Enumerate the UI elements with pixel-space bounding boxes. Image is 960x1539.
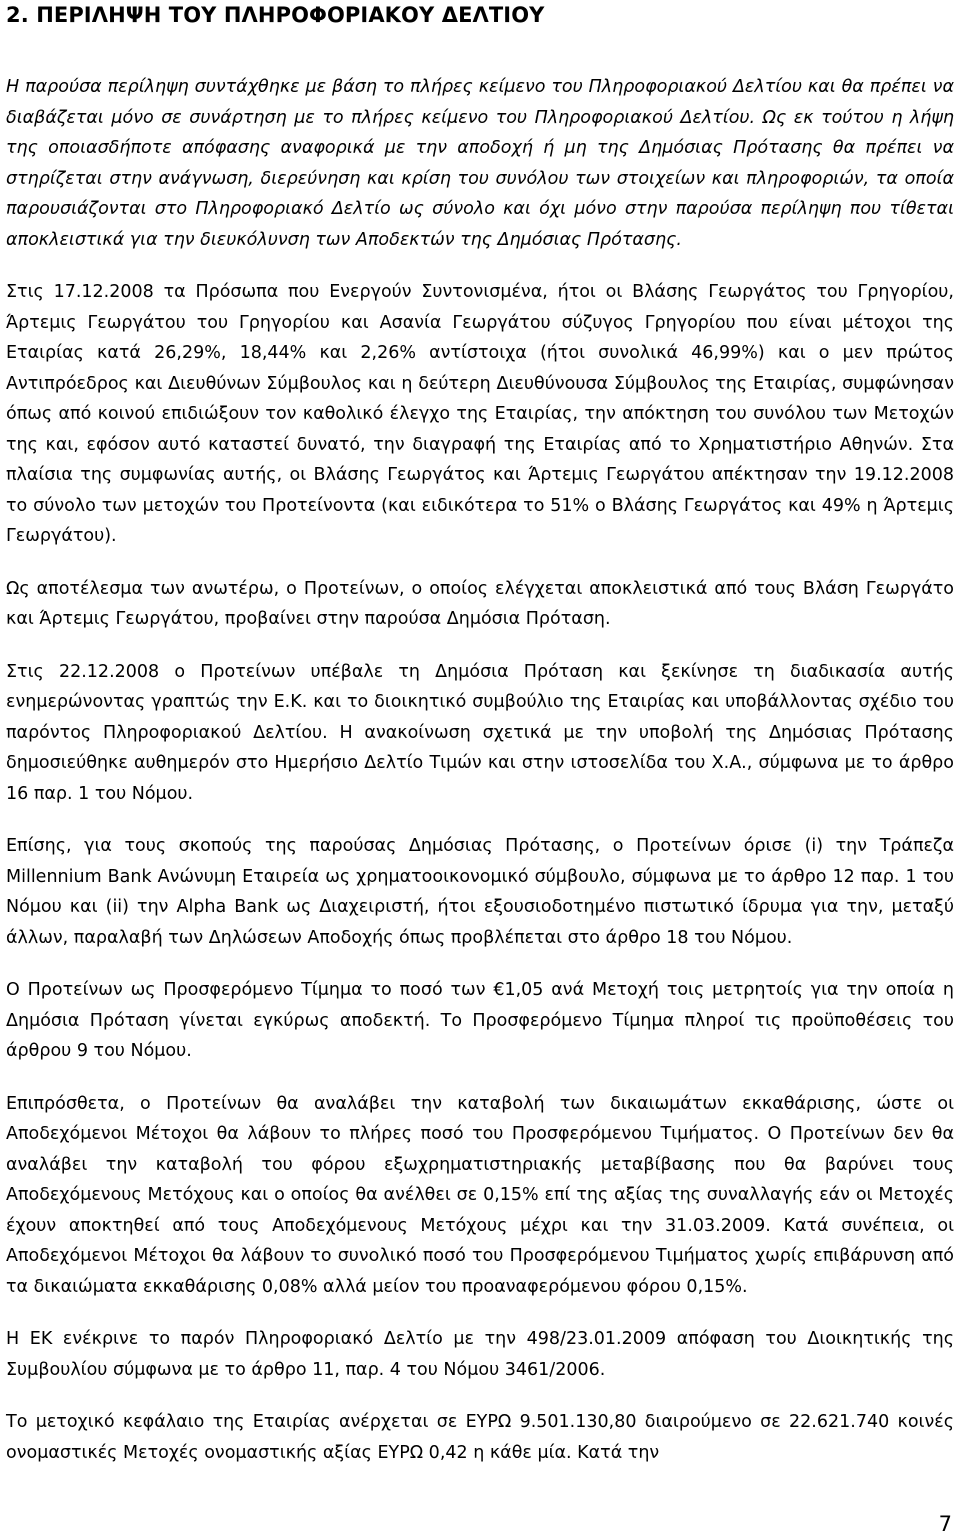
paragraph-submission: Στις 22.12.2008 ο Προτείνων υπέβαλε τη Δημόσια Πρόταση και ξεκίνησε τη διαδικασία αυτής ενημερώνοντας γραπτώς την Ε.Κ. και το διοικητικό συμβούλιο της Εταιρίας και υποβάλλοντας σχέδιο του παρόντος Πληροφοριακού Δελτίου. Η ανακοίνωση σχετικά με την υποβολή της Δημόσιας Πρότασης δημοσιεύθηκε αυθημερόν στο Ημερήσιο Δελτίο Τιμών και στην ιστοσελίδα του Χ.Α., σύμφωνα με το άρθρο 16 παρ. 1 του Νόμου.	[6, 661, 954, 804]
paragraph-offered-price: Ο Προτείνων ως Προσφερόμενο Τίμημα το ποσό των €1,05 ανά Μετοχή τοις μετρητοίς για την οποία η Δημόσια Πρόταση γίνεται εγκύρως αποδεκτή. Το Προσφερόμενο Τίμημα πληροί τις προϋποθέσεις του άρθρου 9 του Νόμου.	[6, 980, 954, 1061]
paragraph-clearing-fees: Επιπρόσθετα, ο Προτείνων θα αναλάβει την καταβολή των δικαιωμάτων εκκαθάρισης, ώστε οι Αποδεχόμενοι Μέτοχοι θα λάβουν το πλήρες ποσό του Προσφερόμενου Τιμήματος. Ο Προτείνων δεν θα αναλάβει την καταβολή του φόρου εξωχρηματιστηριακής μεταβίβασης που θα βαρύνει τους Αποδεχόμενους Μετόχους και ο οποίος θα ανέλθει σε 0,15% επί της αξίας της συναλλαγής εάν οι Μετοχές έχουν αποκτηθεί από τους Αποδεχόμενους Μετόχους μέχρι και την 31.03.2009. Κατά συνέπεια, οι Αποδεχόμενοι Μέτοχοι θα λάβουν το συνολικό ποσό του Προσφερόμενου Τιμήματος χωρίς επιβάρυνση από τα δικαιώματα εκκαθάρισης 0,08% αλλά μείον του προαναφερόμενου φόρου 0,15%.	[6, 1093, 954, 1297]
paragraph-share-capital: Το μετοχικό κεφάλαιο της Εταιρίας ανέρχεται σε ΕΥΡΩ 9.501.130,80 διαιρούμενο σε 22.621.740 κοινές ονομαστικές Μετοχές ονομαστικής αξίας ΕΥΡΩ 0,42 η κάθε μία. Κατά την	[6, 1412, 954, 1463]
paragraph-coordinated-persons: Στις 17.12.2008 τα Πρόσωπα που Ενεργούν Συντονισμένα, ήτοι οι Βλάσης Γεωργάτος του Γρηγορίου, Άρτεμις Γεωργάτου του Γρηγορίου και Ασανία Γεωργάτου σύζυγος Γρηγορίου που είναι μέτοχοι της Εταιρίας κατά 26,29%, 18,44% και 2,26% αντίστοιχα (ήτοι συνολικά 46,99%) και ο μεν πρώτος Αντιπρόεδρος και Διευθύνων Σύμβουλος και η δεύτερη Διευθύνουσα Σύμβουλος της Εταιρίας, συμφώνησαν όπως από κοινού επιδιώξουν τον καθολικό έλεγχο της Εταιρίας, την απόκτηση του συνόλου των Μετοχών της και, εφόσον αυτό καταστεί δυνατό, την διαγραφή της Εταιρίας από το Χρηματιστήριο Αθηνών. Στα πλαίσια της συμφωνίας αυτής, οι Βλάσης Γεωργάτος και Άρτεμις Γεωργάτου απέκτησαν την 19.12.2008 το σύνολο των μετοχών του Προτείνοντα (και ειδικότερα το 51% ο Βλάσης Γεωργάτος και 49% η Άρτεμις Γεωργάτου).	[6, 282, 954, 546]
section-heading: 2. ΠΕΡΙΛΗΨΗ ΤΟΥ ΠΛΗΡΟΦΟΡΙΑΚΟΥ ΔΕΛΤΙΟΥ	[6, 3, 545, 27]
paragraph-advisors: Επίσης, για τους σκοπούς της παρούσας Δημόσιας Πρότασης, ο Προτείνων όρισε (i) την Τράπεζα Millennium Bank Ανώνυμη Εταιρεία ως χρηματοοικονομικό σύμβουλο, σύμφωνα με το άρθρο 12 παρ. 1 του Νόμου και (ii) την Alpha Bank ως Διαχειριστή, ήτοι εξουσιοδοτημένο πιστωτικό ίδρυμα για την, μεταξύ άλλων, παραλαβή των Δηλώσεων Αποδοχής όπως προβλέπεται στο άρθρο 18 του Νόμου.	[6, 836, 954, 948]
paragraph-offeror-result: Ως αποτέλεσμα των ανωτέρω, ο Προτείνων, ο οποίος ελέγχεται αποκλειστικά από τους Βλάση Γεωργάτο και Άρτεμις Γεωργάτου, προβαίνει στην παρούσα Δημόσια Πρόταση.	[6, 578, 954, 629]
paragraph-approval: Η ΕΚ ενέκρινε το παρόν Πληροφοριακό Δελτίο με την 498/23.01.2009 απόφαση του Διοικητικής της Συμβουλίου σύμφωνα με το άρθρο 11, παρ. 4 του Νόμου 3461/2006.	[6, 1329, 954, 1380]
page-number: 7	[938, 1512, 952, 1536]
summary-paragraph: Η παρούσα περίληψη συντάχθηκε με βάση το πλήρες κείμενο του Πληροφοριακού Δελτίου και θα πρέπει να διαβάζεται μόνο σε συνάρτηση με το πλήρες κείμενο του Πληροφοριακού Δελτίου. Ως εκ τούτου η λήψη της οποιασδήποτε απόφασης αναφορικά με την αποδοχή ή μη της Δημόσιας Πρότασης θα πρέπει να στηρίζεται στην ανάγνωση, διερεύνηση και κρίση του συνόλου των στοιχείων και πληροφοριών, τα οποία παρουσιάζονται στο Πληροφοριακό Δελτίο ως σύνολο και όχι μόνο στην παρούσα περίληψη που τίθεται αποκλειστικά για την διευκόλυνση των Αποδεκτών της Δημόσιας Πρότασης.	[6, 77, 954, 250]
